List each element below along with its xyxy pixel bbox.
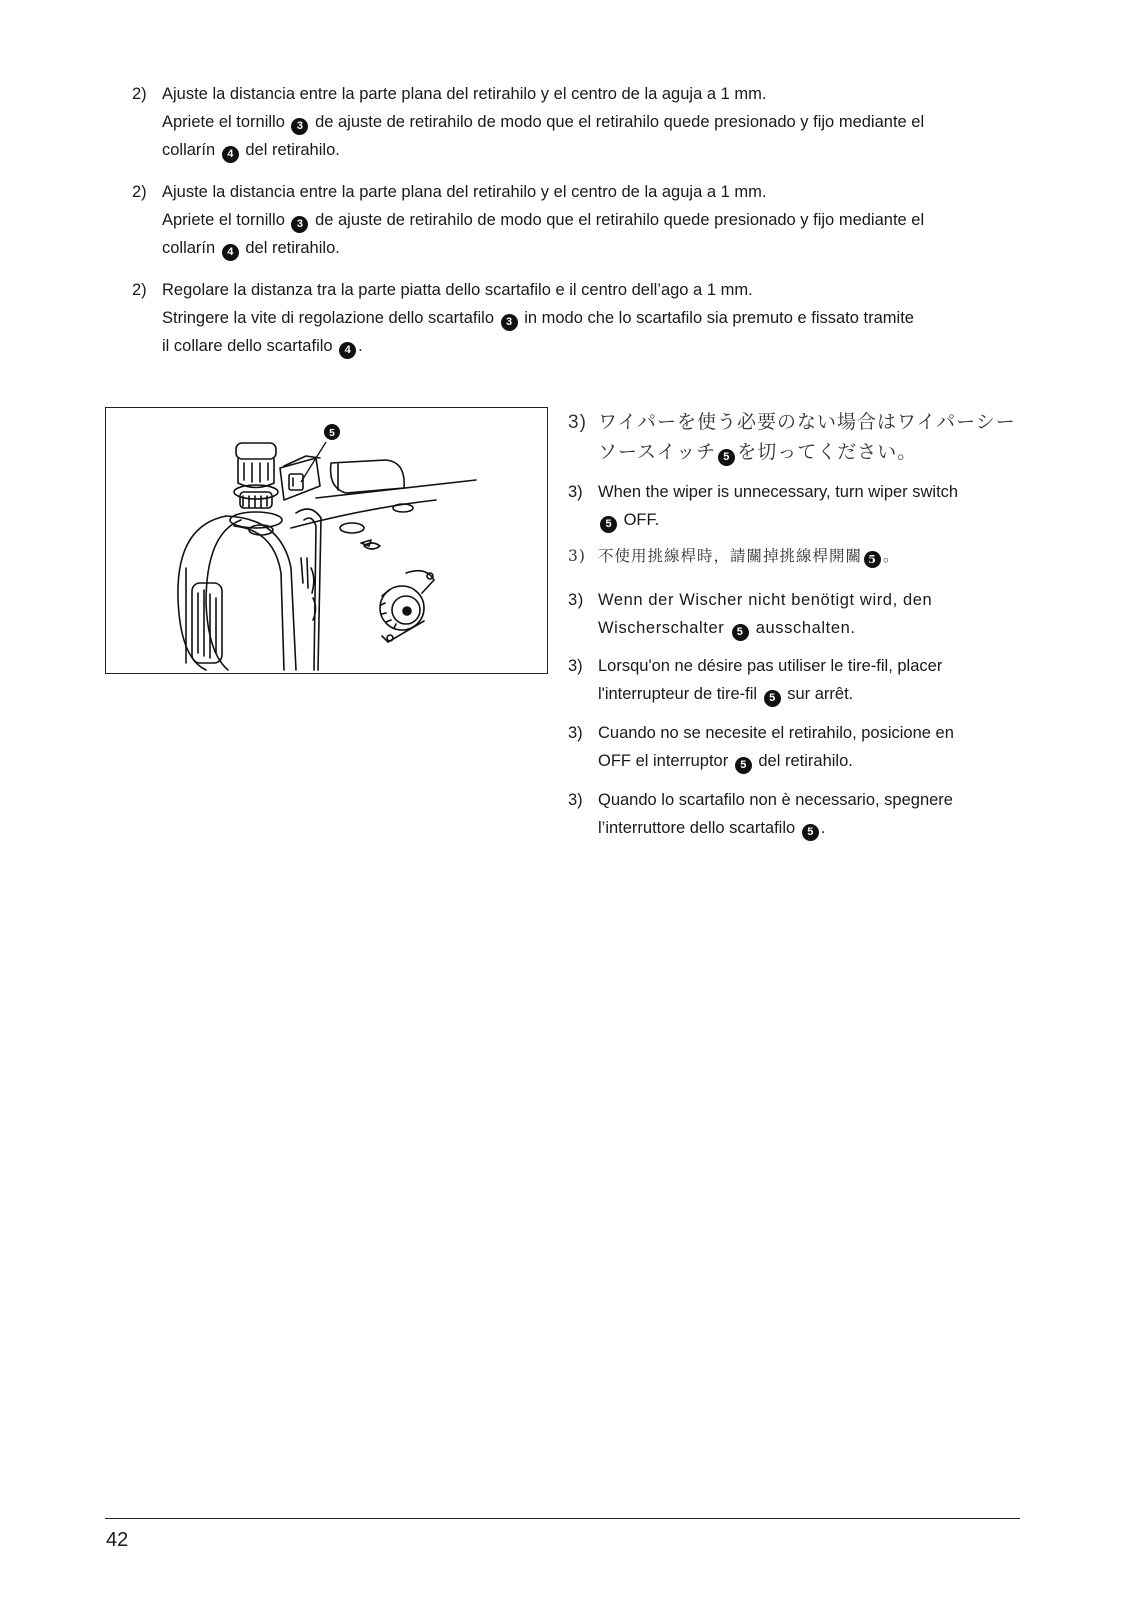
circled-number-icon: 5 — [735, 757, 752, 774]
text-line — [598, 719, 1018, 747]
text-segment: l'interrupteur de tire-fil — [598, 685, 762, 703]
circled-number-icon: 5 — [864, 551, 881, 568]
text-segment: 不使用挑線桿時，請關掉挑線桿開關 — [598, 547, 863, 565]
text-line — [598, 478, 1018, 506]
page-number: 42 — [106, 1529, 129, 1551]
text-line — [598, 680, 1018, 708]
text-segment: Regolare la distanza tra la parte piatta dello scartafilo e il centro dell’ago a 1 mm. — [162, 281, 753, 299]
instruction-paragraph — [568, 719, 1018, 775]
text-line — [162, 80, 1012, 108]
text-segment: del retirahilo. — [240, 239, 340, 257]
step-number: 2) — [132, 183, 147, 201]
step-number: 3) — [568, 791, 583, 809]
step-number: 3) — [568, 483, 583, 501]
text-segment: collarín — [162, 141, 220, 159]
circled-number-icon: 4 — [222, 146, 239, 163]
circled-number-icon: 3 — [291, 216, 308, 233]
text-segment: OFF el interruptor — [598, 752, 733, 770]
text-segment: in modo che lo scartafilo sia premuto e fissato tramite — [519, 309, 914, 327]
text-segment: Wenn der Wischer nicht benötigt wird, den — [598, 591, 933, 609]
footer-divider — [105, 1518, 1020, 1519]
wiper-switch-figure — [105, 407, 548, 674]
step-number: 3) — [568, 591, 584, 609]
instruction-paragraph — [132, 276, 1012, 360]
machine-illustration — [106, 408, 548, 674]
text-segment: collarín — [162, 239, 220, 257]
instruction-paragraph — [132, 80, 1012, 164]
callout-label: 5 — [329, 428, 335, 439]
text-segment: Apriete el tornillo — [162, 113, 290, 131]
text-line — [598, 786, 1018, 814]
text-line — [162, 234, 1012, 262]
circled-number-icon: 4 — [339, 342, 356, 359]
text-segment: l’interruttore dello scartafilo — [598, 819, 800, 837]
text-line — [162, 276, 1012, 304]
text-segment: ワイパーを使う必要のない場合はワイパーシー — [598, 412, 1016, 433]
instruction-paragraph — [568, 478, 1018, 534]
text-line — [598, 586, 1018, 614]
text-segment: de ajuste de retirahilo de modo que el retirahilo quede presionado y fijo mediante el — [310, 211, 925, 229]
text-line — [598, 408, 1018, 438]
text-segment: il collare dello scartafilo — [162, 337, 338, 355]
text-segment: Cuando no se necesite el retirahilo, posicione en — [598, 724, 954, 742]
circled-number-icon: 4 — [222, 244, 239, 261]
instruction-paragraph — [568, 586, 1018, 642]
text-line — [598, 438, 1018, 468]
instruction-paragraph — [568, 652, 1018, 708]
text-segment: Quando lo scartafilo non è necessario, spegnere — [598, 791, 953, 809]
text-segment: When the wiper is unnecessary, turn wiper switch — [598, 483, 959, 501]
step-number: 2) — [132, 281, 147, 299]
text-segment: del retirahilo. — [240, 141, 340, 159]
text-line — [598, 747, 1018, 775]
text-line — [162, 332, 1012, 360]
circled-number-icon: 5 — [764, 690, 781, 707]
text-line — [162, 108, 1012, 136]
text-line — [598, 652, 1018, 680]
circled-number-icon: 5 — [732, 624, 749, 641]
text-segment: を切ってください。 — [737, 442, 918, 463]
instruction-paragraph — [132, 178, 1012, 262]
circled-number-icon: 5 — [600, 516, 617, 533]
text-line — [162, 206, 1012, 234]
text-line — [162, 178, 1012, 206]
text-segment: Ajuste la distancia entre la parte plana del retirahilo y el centro de la aguja a 1 mm. — [162, 183, 767, 201]
text-line — [598, 614, 1018, 642]
text-segment: OFF. — [619, 511, 660, 529]
circled-number-icon: 3 — [501, 314, 518, 331]
text-segment: Wischerschalter — [598, 619, 730, 637]
step-number: 2) — [132, 85, 147, 103]
instruction-paragraph — [568, 408, 1018, 468]
text-segment: ausschalten. — [750, 619, 856, 637]
text-segment: Apriete el tornillo — [162, 211, 290, 229]
text-segment: . — [358, 337, 363, 355]
instruction-paragraph — [568, 542, 1018, 570]
text-segment: . — [820, 819, 826, 837]
instruction-paragraph — [568, 786, 1018, 842]
text-segment: Lorsqu'on ne désire pas utiliser le tire-fil, placer — [598, 657, 943, 675]
text-line — [598, 506, 1018, 534]
circled-number-icon: 5 — [718, 449, 735, 466]
text-segment: ソースイッチ — [598, 442, 717, 463]
circled-number-icon: 3 — [291, 118, 308, 135]
text-segment: de ajuste de retirahilo de modo que el retirahilo quede presionado y fijo mediante el — [310, 113, 925, 131]
text-line — [162, 136, 1012, 164]
text-line — [162, 304, 1012, 332]
step-number: 3) — [568, 412, 587, 433]
text-segment: sur arrêt. — [782, 685, 854, 703]
text-segment: Stringere la vite di regolazione dello scartafilo — [162, 309, 499, 327]
step-number: 3) — [568, 547, 586, 565]
text-segment: del retirahilo. — [753, 752, 853, 770]
text-segment: 。 — [883, 547, 900, 565]
text-line — [598, 542, 1018, 570]
circled-number-icon: 5 — [802, 824, 819, 841]
text-segment: Ajuste la distancia entre la parte plana del retirahilo y el centro de la aguja a 1 mm. — [162, 85, 767, 103]
text-line — [598, 814, 1018, 842]
step-number: 3) — [568, 724, 583, 742]
step-number: 3) — [568, 657, 583, 675]
